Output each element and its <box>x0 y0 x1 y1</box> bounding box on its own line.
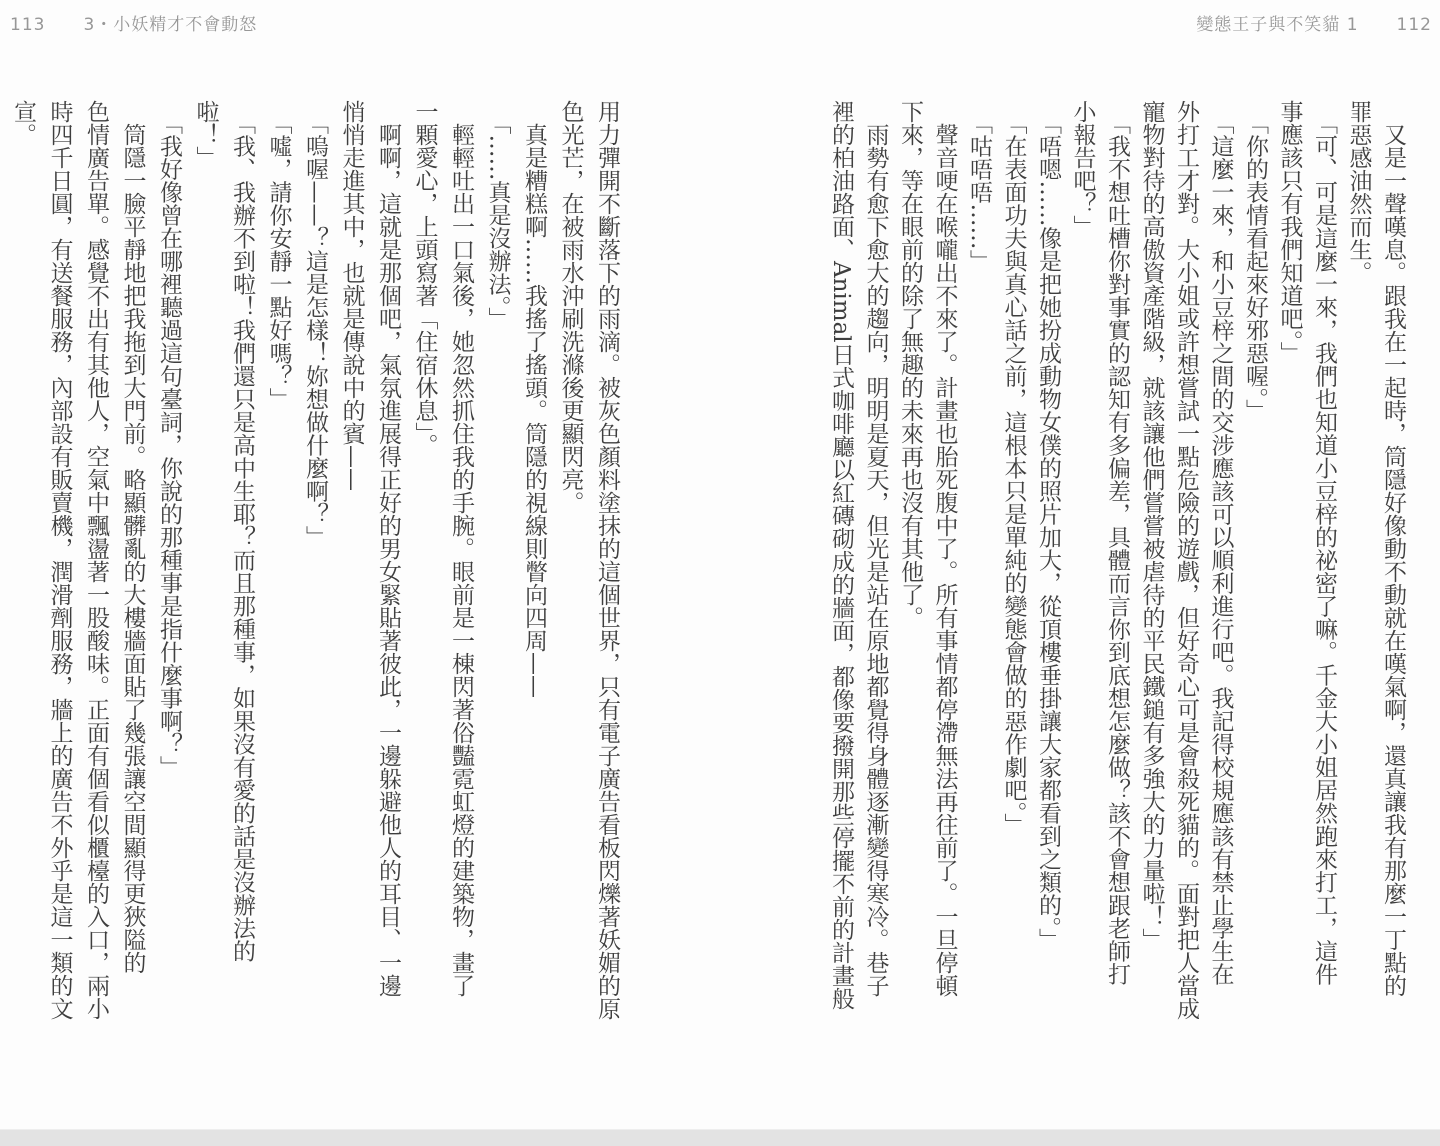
running-head-right <box>1196 10 1432 35</box>
text-column: 啦！」 <box>192 100 219 169</box>
text-column: 悄悄走進其中，也就是傳說中的賓—— <box>338 100 365 491</box>
text-column: 「唔嗯……像是把她扮成動物女僕的照片加大，從頂樓垂掛讓大家都看到之類的。」 <box>1035 100 1061 951</box>
book-title: 變態王子與不笑貓 1 <box>1196 15 1359 35</box>
text-column: 「我好像曾在哪裡聽過這句臺詞，你說的那種事是指什麼事啊？」 <box>156 100 182 779</box>
text-column: 「可、可是這麼一來，我們也知道小豆梓的祕密了嘛。千金大小姐居然跑來打工，這件 <box>1311 100 1337 986</box>
text-column: 聲音哽在喉嚨出不來了。計畫也胎死腹中了。所有事情都停滯無法再往前了。一旦停頓 <box>931 100 958 997</box>
text-column: 寵物對待的高傲資產階級，就該讓他們嘗嘗被虐待的平民鐵鎚有多強大的力量啦！」 <box>1138 100 1165 951</box>
text-column: 雨勢有愈下愈大的趨向，明明是夏天，但光是站在原地都覺得身體逐漸變得寒冷。巷子 <box>862 100 889 997</box>
text-column: 筒隱一臉平靜地把我拖到大門前。略顯髒亂的大樓牆面貼了幾張讓空間顯得更狹隘的 <box>119 100 146 974</box>
running-head-left <box>10 10 257 35</box>
text-column: 色光芒，在被雨水沖刷洗滌後更顯閃亮。 <box>557 100 584 514</box>
text-column: 用力彈開不斷落下的雨滴。被灰色顏料塗抹的這個世界，只有電子廣告看板閃爍著妖媚的原 <box>594 100 620 1020</box>
text-column: 啊啊，這就是那個吧，氣氛進展得正好的男女緊貼著彼此，一邊躲避他人的耳目、一邊 <box>375 100 401 997</box>
text-column: 小報告吧？」 <box>1069 100 1096 238</box>
text-column: 又是一聲嘆息。跟我在一起時，筒隱好像動不動就在嘆氣啊，還真讓我有那麼一丁點的 <box>1380 100 1406 997</box>
text-column: 「在表面功夫與真心話之前，這根本只是單純的變態會做的惡作劇吧。」 <box>1000 100 1027 836</box>
page-left-text <box>5 100 626 1122</box>
text-column: 下來，等在眼前的除了無趣的未來再也沒有其他了。 <box>897 100 923 629</box>
text-column: 罪惡感油然而生。 <box>1345 100 1372 284</box>
text-column: 事應該只有我們知道吧。」 <box>1276 100 1303 365</box>
text-column: 「我不想吐槽你對事實的認知有多偏差，具體而言你到底想怎麼做？該不會想跟老師打 <box>1104 100 1130 986</box>
text-column: 真是糟糕啊……我搖了搖頭。筒隱的視線則瞥向四周—— <box>521 100 547 698</box>
text-column: 宣。 <box>10 100 36 146</box>
text-column: 「……真是沒辦法。」 <box>484 100 511 330</box>
text-column: 「這麼一來，和小豆梓之間的交涉應該可以順利進行吧。我記得校規應該有禁止學生在 <box>1207 100 1234 986</box>
page-right-text <box>824 100 1411 1122</box>
page-number-right: 112 <box>1396 15 1432 35</box>
text-column: 裡的柏油路面、Animal日式咖啡廳以紅磚砌成的牆面，都像要撥開那些停擺不前的計畫般 <box>828 100 854 1010</box>
text-column: 色情廣告單。感覺不出有其他人，空氣中飄盪著一股酸味。正面有個看似櫃檯的入口，兩小 <box>83 100 109 1020</box>
text-column: 輕輕吐出一口氣後，她忽然抓住我的手腕。眼前是一棟閃著俗豔霓虹燈的建築物，畫了 <box>448 100 474 997</box>
text-column: 外打工才對。大小姐或許想嘗試一點危險的遊戲，但好奇心可是會殺死貓的。面對把人當成 <box>1173 100 1199 1020</box>
text-column: 「我、我辦不到啦！我們還只是高中生耶？而且那種事，如果沒有愛的話是沒辦法的 <box>229 100 255 963</box>
text-column: 「噓，請你安靜一點好嗎？」 <box>265 100 292 411</box>
text-column: 時四千日圓，有送餐服務，內部設有販賣機，潤滑劑服務，牆上的廣告不外乎是這一類的文 <box>46 100 73 1020</box>
page-bottom-edge <box>0 1129 1440 1146</box>
page-number-left: 113 <box>10 15 46 35</box>
text-column: 「咕唔唔……」 <box>966 100 992 273</box>
chapter-title: 3・小妖精才不會動怒 <box>83 15 258 35</box>
text-column: 一顆愛心，上頭寫著「住宿休息」。 <box>411 100 438 457</box>
text-column: 「你的表情看起來好邪惡喔。」 <box>1242 100 1268 422</box>
text-column: 「嗚喔——？這是怎樣！妳想做什麼啊？」 <box>302 100 328 549</box>
